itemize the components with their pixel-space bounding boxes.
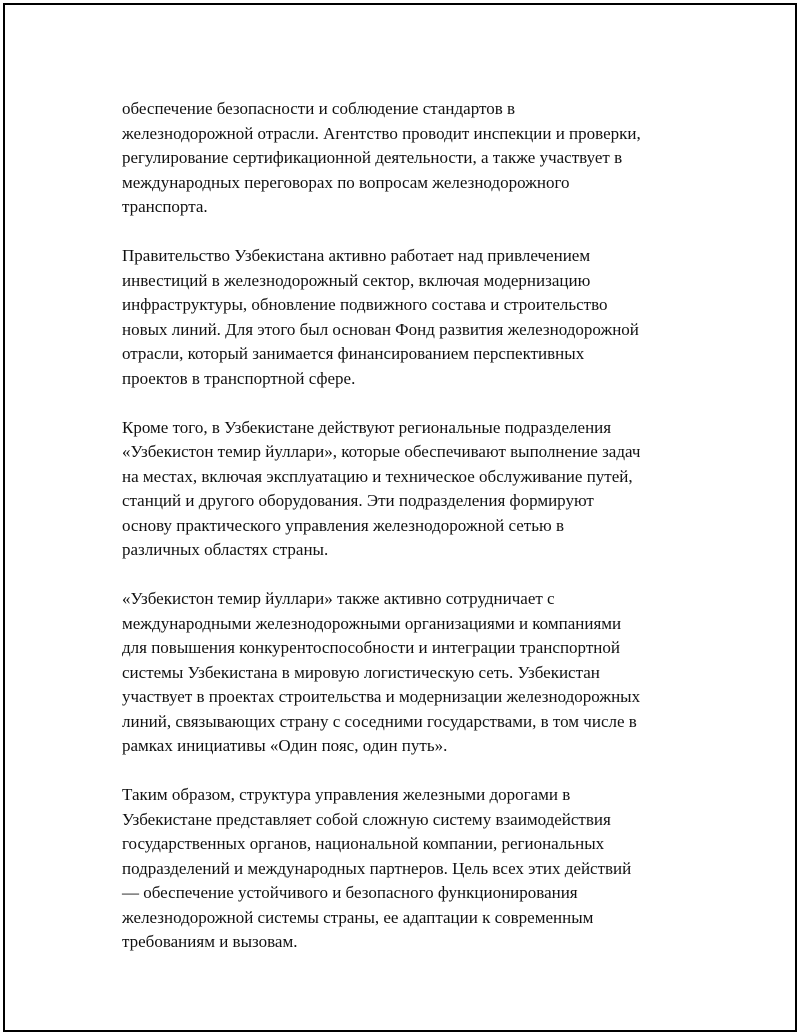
text-line: Таким образом, структура управления железными дорогами в	[122, 785, 571, 804]
text-line: проектов в транспортной сфере.	[122, 368, 356, 388]
text-line: транспорта.	[122, 197, 208, 216]
text-line: участвует в проектах строительства и модернизации железнодорожных	[122, 687, 641, 706]
text-line: регулирование сертификационной деятельности, а также участвует в	[122, 148, 623, 167]
text-line: Узбекистане представляет собой сложную систему взаимодействия	[122, 809, 611, 829]
text-line: железнодорожной системы страны, ее адаптации к современным	[122, 907, 594, 927]
text-line: инфраструктуры, обновление подвижного состава и строительство	[122, 295, 608, 314]
text-line: обеспечение безопасности и соблюдение стандартов в	[122, 99, 516, 118]
page-frame	[3, 3, 797, 1032]
paragraph-1	[122, 97, 702, 220]
paragraph-3	[122, 416, 702, 563]
text-line: рамках инициативы «Один пояс, один путь».	[122, 736, 448, 755]
text-line: государственных органов, национальной компании, региональных	[122, 834, 605, 853]
text-line: новых линий. Для этого был основан Фонд развития железнодорожной	[122, 319, 639, 339]
document-body	[122, 97, 702, 955]
paragraph-5	[122, 783, 702, 955]
text-line: системы Узбекистана в мировую логистическую сеть. Узбекистан	[122, 662, 600, 682]
text-line: подразделений и международных партнеров. Цель всех этих действий	[122, 858, 632, 878]
text-line: инвестиций в железнодорожный сектор, включая модернизацию	[122, 270, 591, 290]
text-line: — обеспечение устойчивого и безопасного функционирования	[122, 883, 578, 902]
text-line: Кроме того, в Узбекистане действуют региональные подразделения	[122, 417, 612, 437]
text-line: требованиям и вызовам.	[122, 932, 298, 951]
text-line: на местах, включая эксплуатацию и техническое обслуживание путей,	[122, 466, 633, 486]
text-line: международных переговорах по вопросам железнодорожного	[122, 172, 570, 192]
text-line: различных областях страны.	[122, 540, 329, 559]
text-line: Правительство Узбекистана активно работает над привлечением	[122, 246, 591, 265]
text-line: международными железнодорожными организациями и компаниями	[122, 613, 622, 633]
text-line: основу практического управления железнодорожной сетью в	[122, 515, 564, 535]
text-line: станций и другого оборудования. Эти подразделения формируют	[122, 491, 594, 510]
paragraph-2	[122, 244, 702, 391]
text-line: линий, связывающих страну с соседними государствами, в том числе в	[122, 711, 637, 731]
text-line: «Узбекистон темир йуллари» также активно сотрудничает с	[122, 589, 555, 608]
paragraph-4	[122, 587, 702, 759]
text-line: железнодорожной отрасли. Агентство проводит инспекции и проверки,	[122, 123, 641, 143]
text-line: «Узбекистон темир йуллари», которые обеспечивают выполнение задач	[122, 442, 641, 461]
text-line: отрасли, который занимается финансированием перспективных	[122, 344, 585, 363]
text-line: для повышения конкурентоспособности и интеграции транспортной	[122, 638, 620, 657]
